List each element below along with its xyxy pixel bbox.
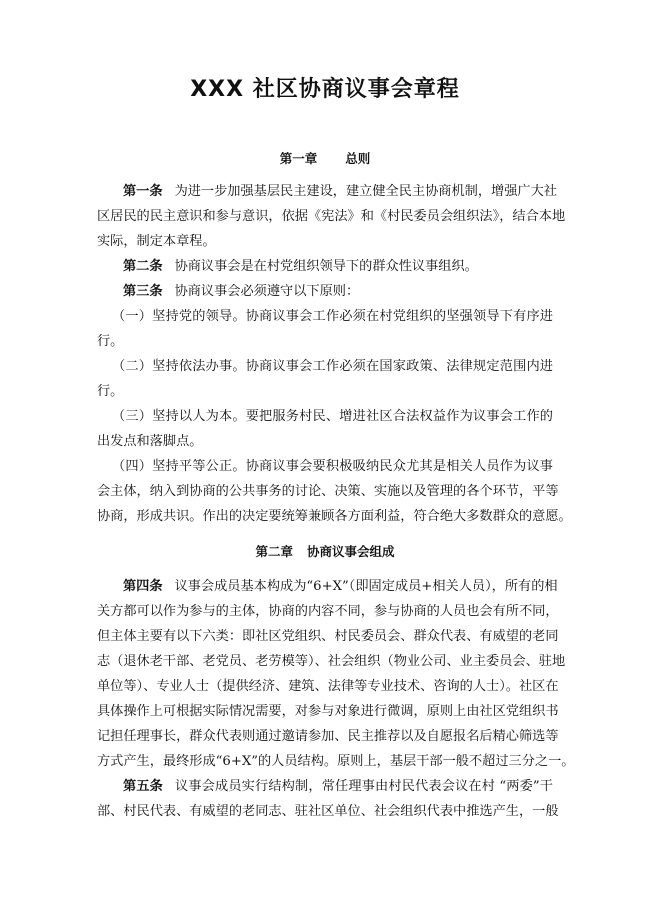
article-1-line-2: 区居民的民主意识和参与意识，依据《宪法》和《村民委员会组织法》，结合本地 bbox=[97, 209, 566, 224]
article-4-line-8: 方式产生，最终形成“6+X”的人员结构。原则上，基层干部一般不超过三分之一。 bbox=[97, 754, 575, 769]
article-3-label: 第三条 bbox=[123, 284, 163, 299]
article-4-line-6: 具体操作上可根据实际情况需要，对参与对象进行微调，原则上由社区党组织书 bbox=[97, 704, 559, 719]
article-3-item-1-line-1: （一）坚持党的领导。协商议事会工作必须在村党组织的坚强领导下有序进 bbox=[112, 309, 553, 324]
article-4-line-7: 记担任理事长，群众代表则通过邀请参加、民主推荐以及自愿报名后精心筛选等 bbox=[97, 729, 559, 744]
chapter-2-heading bbox=[0, 543, 650, 561]
article-4-text-1: 议事会成员基本构成为“6+X”（即固定成员+相关人员），所有的相 bbox=[174, 579, 558, 594]
article-1-line-1 bbox=[97, 183, 557, 201]
article-3-item-3-line-1: （三）坚持以人为本。要把服务村民、增进社区合法权益作为议事会工作的 bbox=[112, 409, 553, 424]
article-1-text-1: 为进一步加强基层民主建设，建立健全民主协商机制，增强广大社 bbox=[174, 184, 557, 199]
article-5-label: 第五条 bbox=[123, 779, 164, 794]
article-4-line-1 bbox=[97, 578, 558, 596]
chapter-2-label: 第二章 bbox=[255, 544, 293, 559]
article-4-line-3: 但主体主要有以下六类：即社区党组织、村民委员会、群众代表、有威望的老同 bbox=[97, 629, 559, 644]
article-5-text-1: 议事会成员实行结构制，常任理事由村民代表会议在村 “两委”干 bbox=[175, 779, 553, 794]
article-3-item-4-line-2: 会主体，纳入到协商的公共事务的讨论、决策、实施以及管理的各个环节，平等 bbox=[97, 484, 559, 499]
document-title: XXX 社区协商议事会章程 bbox=[190, 77, 460, 102]
article-2-line-1 bbox=[97, 258, 553, 276]
article-3-item-4-line-3: 协商，形成共识。作出的决定要统筹兼顾各方面利益，符合绝大多数群众的意愿。 bbox=[97, 509, 572, 524]
chapter-1-name: 总则 bbox=[345, 151, 371, 166]
article-3-item-1-line-2: 行。 bbox=[97, 334, 124, 349]
article-2-text-1: 协商议事会是在村党组织领导下的群众性议事组织。 bbox=[174, 259, 478, 274]
article-4-line-4: 志（退休老干部、老党员、老劳模等）、社会组织（物业公司、业主委员会、驻地 bbox=[97, 654, 566, 669]
article-3-item-3-line-2: 出发点和落脚点。 bbox=[97, 434, 203, 449]
chapter-2-name: 协商议事会组成 bbox=[307, 544, 395, 559]
article-4-label: 第四条 bbox=[123, 579, 163, 594]
article-3-item-4-line-1: （四）坚持平等公正。协商议事会要积极吸纳民众尤其是相关人员作为议事 bbox=[112, 459, 553, 474]
article-3-item-2-line-2: 行。 bbox=[97, 384, 124, 399]
article-4-line-2: 关方都可以作为参与的主体，协商的内容不同，参与协商的人员也会有所不同， bbox=[97, 604, 559, 619]
article-3-item-2-line-1: （二）坚持依法办事。协商议事会工作必须在国家政策、法律规定范围内进 bbox=[112, 359, 553, 374]
article-1-line-3: 实际，制定本章程。 bbox=[97, 234, 216, 249]
article-2-label: 第二条 bbox=[123, 259, 163, 274]
article-4-line-5: 单位等）、专业人士（提供经济、建筑、法律等专业技术、咨询的人士）。社区在 bbox=[97, 679, 559, 694]
article-1-label: 第一条 bbox=[123, 184, 163, 199]
article-5-line-1 bbox=[97, 778, 553, 796]
article-3-line-1 bbox=[97, 283, 553, 301]
chapter-1-label: 第一章 bbox=[279, 151, 318, 166]
article-5-line-2: 部、村民代表、有威望的老同志、驻社区单位、社会组织代表中推选产生，一般 bbox=[97, 804, 559, 819]
chapter-1-heading bbox=[0, 150, 650, 168]
article-3-text-1: 协商议事会必须遵守以下原则： bbox=[174, 284, 360, 299]
